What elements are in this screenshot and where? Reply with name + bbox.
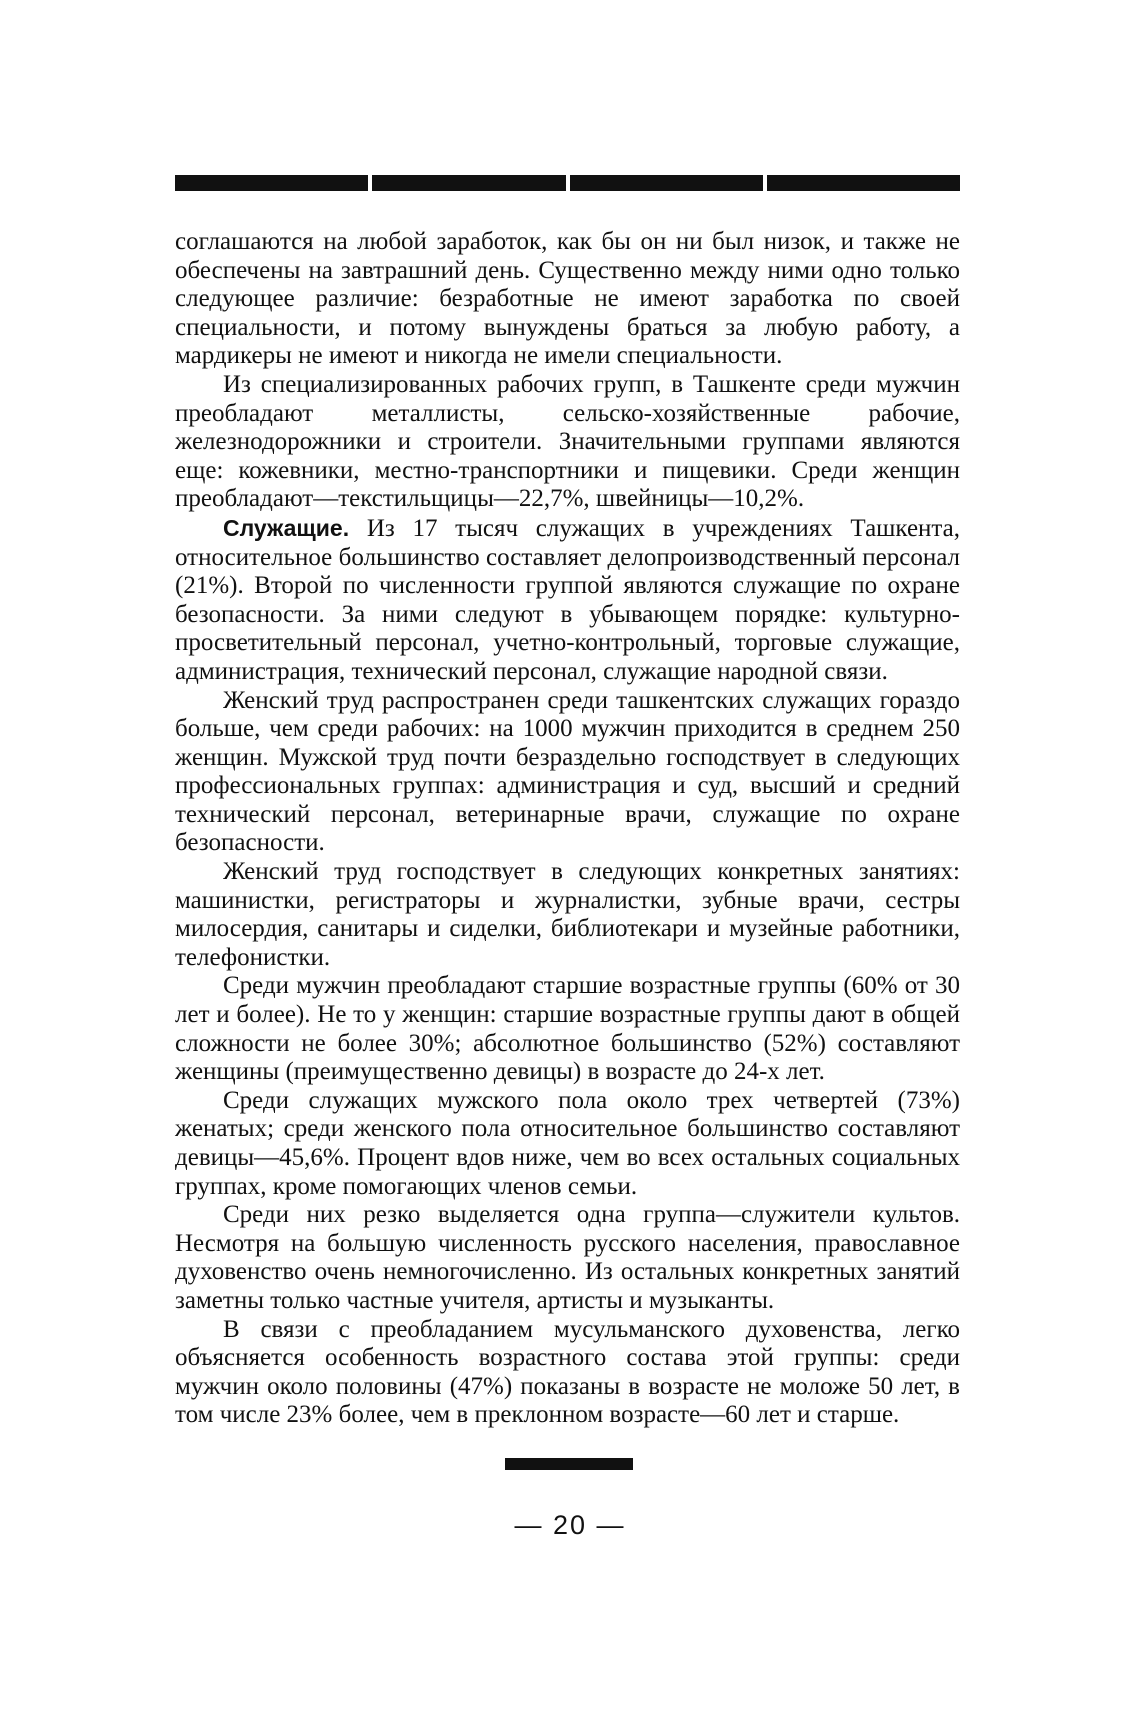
paragraph [175,228,960,371]
rule-segment [372,175,565,191]
paragraph-text: Из специализированных рабочих групп, в Ташкенте среди мужчин преобладают металлисты, сельско-хозяйственные рабочие, железнодорожники и строители. Значительными группами являются еще: кожевники, местно-транспортники и пищевики. Среди женщин преобладают—текстильщицы—22,7%, швейницы—10,2%. [175,370,960,513]
paragraph-text: Среди них резко выделяется одна группа—служители культов. Несмотря на большую численность русского населения, православное духовенство очень немногочисленно. Из остальных конкретных занятий заметны только частные учителя, артисты и музыканты. [175,1201,960,1314]
rule-segment [767,175,960,191]
paragraph [175,1087,960,1201]
paragraph [175,858,960,972]
paragraph [175,514,960,687]
rule-segment [175,175,368,191]
top-decorative-rule [175,175,960,191]
paragraph [175,371,960,514]
paragraph-text: Женский труд господствует в следующих конкретных занятиях: машинистки, регистраторы и журналистки, зубные врачи, сестры милосердия, санитары и сиделки, библиотекари и музейные работники, телефонистки. [175,858,960,971]
paragraph-text: Из 17 тысяч служащих в учреждениях Ташкента, относительное большинство составляет делопроизводственный персонал (21%). Второй по численности группой являются служащие по охране безопасности. За ними следуют в убывающем порядке: культурно-просветительный персонал, учетно-контрольный, торговые служащие, администрация, технический персонал, служащие народной связи. [175,514,960,685]
paragraph [175,1316,960,1430]
paragraph [175,687,960,859]
paragraph-text: Среди мужчин преобладают старшие возрастные группы (60% от 30 лет и более). Не то у женщин: старшие возрастные группы дают в общей сложности не более 30%; абсолютное большинство (52%) составляют женщины (преимущественно девицы) в возрасте до 24-х лет. [175,972,960,1086]
paragraph-text: В связи с преобладанием мусульманского духовенства, легко объясняется особенность возрастного состава этой группы: среди мужчин около половины (47%) показаны в возрасте не моложе 50 лет, в том числе 23% более, чем в преклонном возрасте—60 лет и старше. [175,1315,960,1429]
paragraph-text: соглашаются на любой заработок, как бы он ни был низок, и также не обеспечены на завтрашний день. Существенно между ними одно только следующее различие: безработные не имеют заработка по своей специальности, и потому вынуждены браться за любую работу, а мардикеры не имеют и никогда не имели специальности. [175,228,960,370]
body-text [175,228,960,1430]
section-heading: Служащие. [223,514,350,541]
rule-segment [570,175,763,191]
paragraph-text: Женский труд распространен среди ташкентских служащих гораздо больше, чем среди рабочих: на 1000 мужчин приходится в среднем 250 женщин. Мужской труд почти безраздельно господствует в следующих профессиональных группах: администрация и суд, высший и средний технический персонал, ветеринарные врачи, служащие по охране безопасности. [175,686,960,857]
page-number: — 20 — [514,1510,626,1540]
paragraph [175,1201,960,1315]
paragraph-text: Среди служащих мужского пола около трех четвертей (73%) женатых; среди женского пола относительное большинство составляют девицы—45,6%. Процент вдов ниже, чем во всех остальных социальных группах, кроме помогающих членов семьи. [175,1086,960,1200]
bottom-decorative-rule [505,1458,633,1470]
paragraph [175,972,960,1086]
